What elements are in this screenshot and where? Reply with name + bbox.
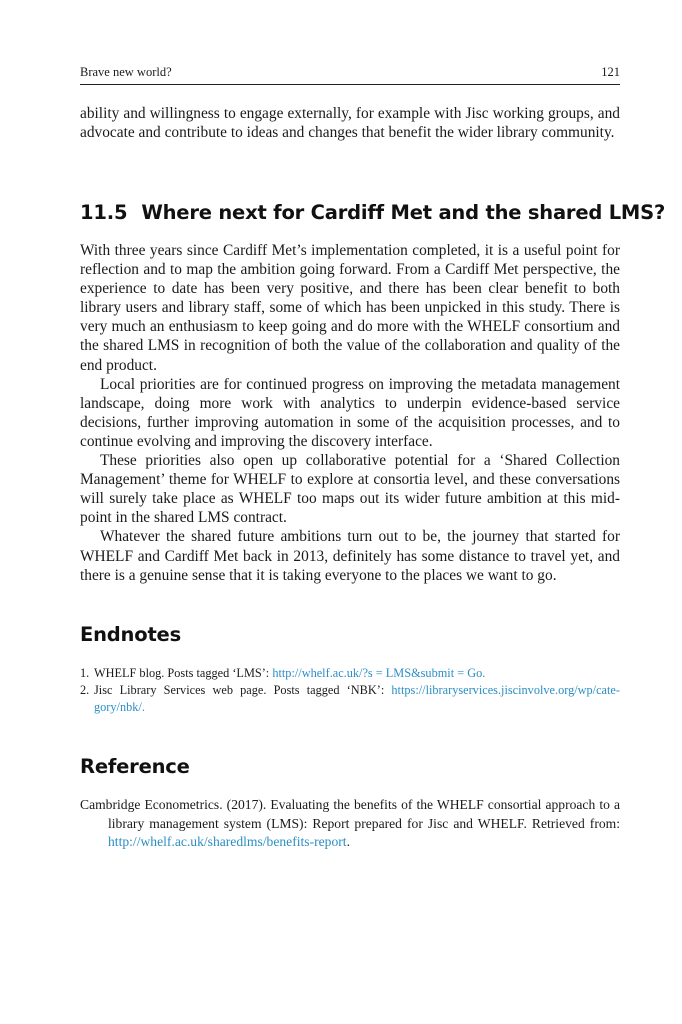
section-number: 11.5	[80, 201, 128, 224]
endnote-description: Jisc Library Services web page. Posts tagged ‘NBK’:	[94, 683, 392, 697]
reference-list	[80, 796, 620, 852]
endnote-text	[94, 682, 620, 716]
endnotes-heading: Endnotes	[80, 623, 181, 646]
intro-paragraph: ability and willingness to engage externally, for example with Jisc working groups, and advocate and contribute to ideas and changes that benefit the wider library community.	[80, 105, 620, 142]
reference-item	[80, 796, 620, 852]
endnote-number: 2.	[80, 683, 90, 697]
reference-citation: Cambridge Econometrics. (2017). Evaluating the benefits of the WHELF consortial approach to a library management system (LMS): Report prepared for Jisc and WHELF. Retrieved from:	[80, 797, 620, 831]
section-paragraph-1: With three years since Cardiff Met’s implementation completed, it is a useful point for reflection and to map the ambition going forward. From a Cardiff Met perspective, the experience to date has been very positive, and there has been clear benefit to both library users and library staff, some of which has been unpicked in this study. There is very much an enthusiasm to keep going and do more with the WHELF consortium and the shared LMS in recognition of both the value of the collaboration and quality of the end product.	[80, 242, 620, 374]
endnotes-list	[80, 665, 620, 716]
reference-tail: .	[346, 834, 350, 849]
endnote-item	[80, 682, 620, 716]
page-number: 121	[601, 65, 620, 79]
section-paragraph-2: Local priorities are for continued progress on improving the metadata management landscape, doing more work with analytics to underpin evidence-based service decisions, further improving automation in some of the acquisition processes, and to continue evolving and improving the discovery interface.	[80, 375, 620, 450]
endnote-number: 1.	[80, 666, 90, 680]
section-paragraph-3: These priorities also open up collaborative potential for a ‘Shared Collection Management’ theme for WHELF to explore at consortia level, and these conversations will surely take place as WHELF too maps out its wider future ambition at this mid-point in the shared LMS contract.	[80, 452, 620, 527]
endnote-text	[94, 665, 620, 682]
endnote-description: WHELF blog. Posts tagged ‘LMS’:	[94, 666, 273, 680]
endnote-item	[80, 665, 620, 682]
reference-link[interactable]: http://whelf.ac.uk/sharedlms/benefits-report	[108, 834, 347, 849]
intro-paragraph-block	[80, 104, 620, 142]
section-paragraph-4: Whatever the shared future ambitions turn out to be, the journey that started for WHELF and Cardiff Met back in 2013, definitely has some distance to travel yet, and there is a genuine sense that it is taking everyone to the places we want to go.	[80, 528, 620, 584]
section-body	[80, 241, 620, 585]
reference-heading: Reference	[80, 755, 190, 778]
header-rule	[80, 84, 620, 85]
endnote-link[interactable]: http://whelf.ac.uk/?s = LMS&submit = Go.	[272, 666, 486, 680]
running-head-title: Brave new world?	[80, 65, 172, 79]
section-title: Where next for Cardiff Met and the shared LMS?	[141, 201, 666, 224]
running-head	[80, 64, 620, 80]
endnote-link[interactable]: https://libraryservices.jiscinvolve.org/wp/category/nbk/.	[94, 683, 620, 714]
section-heading	[80, 200, 665, 226]
